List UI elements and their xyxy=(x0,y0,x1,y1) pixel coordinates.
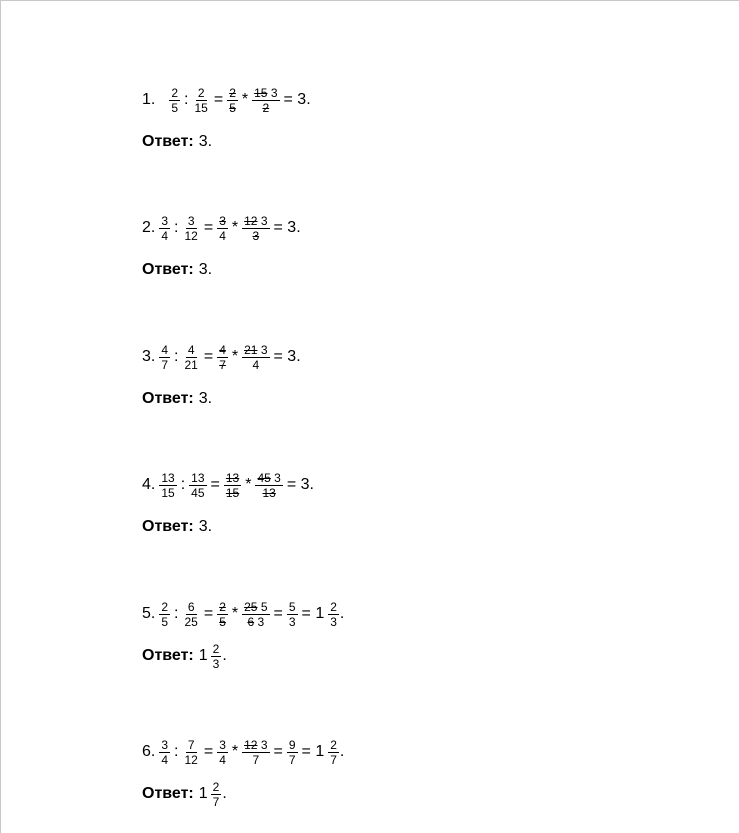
answer-label: Ответ: xyxy=(142,261,194,278)
fraction-divisor: $\frac{2}{15}$ xyxy=(194,85,208,115)
fraction-reciprocal: $\frac{25 5}{6 3}$ xyxy=(244,599,268,629)
answer-value: 3. xyxy=(198,518,213,535)
answer-whole: 1 xyxy=(198,647,208,664)
fraction-mixed-part: $\frac{2}{7}$ xyxy=(330,737,337,767)
answer-line xyxy=(142,256,304,284)
fraction-product: $\frac{9}{7}$ xyxy=(288,737,296,767)
equation-5 xyxy=(142,596,344,632)
period: . xyxy=(339,605,345,622)
equals-sign: = xyxy=(273,605,283,622)
fraction-product: $\frac{5}{3}$ xyxy=(288,599,296,629)
answer-line xyxy=(142,513,317,541)
result-text: = 3. xyxy=(273,219,301,236)
equation-6 xyxy=(142,734,344,770)
problem-number: 6. xyxy=(142,743,156,760)
fraction-divisor: $\frac{6}{25}$ xyxy=(184,599,198,629)
fraction-first-factor: $\frac{13}{15}$ xyxy=(225,470,240,500)
fraction-dividend: $\frac{4}{7}$ xyxy=(161,342,169,372)
colon-sign: : xyxy=(180,476,186,493)
answer-line xyxy=(142,780,344,808)
colon-sign: : xyxy=(184,91,189,108)
problem-2 xyxy=(142,210,304,284)
colon-sign: : xyxy=(174,219,179,236)
answer-whole: 1 xyxy=(198,785,208,802)
equals-sign: = xyxy=(203,743,214,760)
answer-value: 3. xyxy=(198,390,213,407)
fraction-first-factor: $\frac{3}{4}$ xyxy=(219,213,226,243)
period: . xyxy=(339,743,345,760)
equals-sign: = xyxy=(210,476,220,493)
multiply-sign: * xyxy=(241,91,249,108)
answer-value: 3. xyxy=(198,261,213,278)
answer-line xyxy=(142,642,344,670)
page-border-top xyxy=(0,0,739,1)
fraction-dividend: $\frac{3}{4}$ xyxy=(161,737,169,767)
answer-label: Ответ: xyxy=(142,133,194,150)
equation-3 xyxy=(142,339,304,375)
problem-6 xyxy=(142,734,344,808)
equals-sign: = xyxy=(203,348,214,365)
period: . xyxy=(222,785,227,802)
fraction-divisor: $\frac{4}{21}$ xyxy=(184,342,198,372)
equals-sign: = xyxy=(203,605,214,622)
equals-sign: = xyxy=(203,219,214,236)
equals-sign: = xyxy=(273,743,283,760)
equation-1 xyxy=(142,82,314,118)
problem-number: 3. xyxy=(142,348,156,365)
answer-value: 3. xyxy=(198,133,213,150)
fraction-dividend: $\frac{13}{15}$ xyxy=(161,470,175,500)
multiply-sign: * xyxy=(231,219,239,236)
answer-fraction: $\frac{2}{3}$ xyxy=(212,641,220,671)
fraction-divisor: $\frac{13}{45}$ xyxy=(191,470,205,500)
fraction-first-factor: $\frac{3}{4}$ xyxy=(219,737,226,767)
colon-sign: : xyxy=(174,605,179,622)
problem-number: 4. xyxy=(142,476,156,493)
colon-sign: : xyxy=(174,743,179,760)
mixed-whole: = 1 xyxy=(301,743,325,760)
problem-4 xyxy=(142,467,317,541)
result-text: = 3. xyxy=(286,476,314,493)
problem-number: 1. xyxy=(142,91,156,108)
fraction-reciprocal: $\frac{45 3}{13}$ xyxy=(257,470,281,500)
fraction-dividend: $\frac{2}{5}$ xyxy=(171,85,179,115)
problem-3 xyxy=(142,339,304,413)
fraction-first-factor: $\frac{2}{5}$ xyxy=(229,85,236,115)
problem-number: 5. xyxy=(142,605,156,622)
answer-label: Ответ: xyxy=(142,647,194,664)
equation-2 xyxy=(142,210,304,246)
answer-line xyxy=(142,128,314,156)
colon-sign: : xyxy=(174,348,179,365)
fraction-reciprocal: $\frac{12 3}{7}$ xyxy=(244,737,268,767)
result-text: = 3. xyxy=(283,91,311,108)
answer-line xyxy=(142,385,304,413)
fraction-first-factor: $\frac{2}{5}$ xyxy=(219,599,226,629)
answer-label: Ответ: xyxy=(142,390,194,407)
fraction-dividend: $\frac{3}{4}$ xyxy=(161,213,169,243)
multiply-sign: * xyxy=(231,743,239,760)
page-border-left xyxy=(0,0,1,833)
multiply-sign: * xyxy=(231,348,239,365)
answer-label: Ответ: xyxy=(142,518,194,535)
equals-sign: = xyxy=(213,91,224,108)
multiply-sign: * xyxy=(245,476,252,493)
fraction-mixed-part: $\frac{2}{3}$ xyxy=(330,599,337,629)
answer-label: Ответ: xyxy=(142,785,194,802)
multiply-sign: * xyxy=(231,605,239,622)
fraction-reciprocal: $\frac{21 3}{4}$ xyxy=(244,342,268,372)
fraction-reciprocal: $\frac{12 3}{3}$ xyxy=(244,213,268,243)
problem-5 xyxy=(142,596,344,670)
mixed-whole: = 1 xyxy=(301,605,325,622)
result-text: = 3. xyxy=(273,348,301,365)
fraction-first-factor: $\frac{4}{7}$ xyxy=(219,342,226,372)
fraction-dividend: $\frac{2}{5}$ xyxy=(161,599,169,629)
problem-1 xyxy=(142,82,314,156)
period: . xyxy=(222,647,227,664)
fraction-reciprocal: $\frac{15 3}{2}$ xyxy=(254,85,278,115)
answer-fraction: $\frac{2}{7}$ xyxy=(212,779,220,809)
problem-number: 2. xyxy=(142,219,156,236)
fraction-divisor: $\frac{7}{12}$ xyxy=(184,737,198,767)
equation-4 xyxy=(142,467,317,503)
fraction-divisor: $\frac{3}{12}$ xyxy=(184,213,198,243)
